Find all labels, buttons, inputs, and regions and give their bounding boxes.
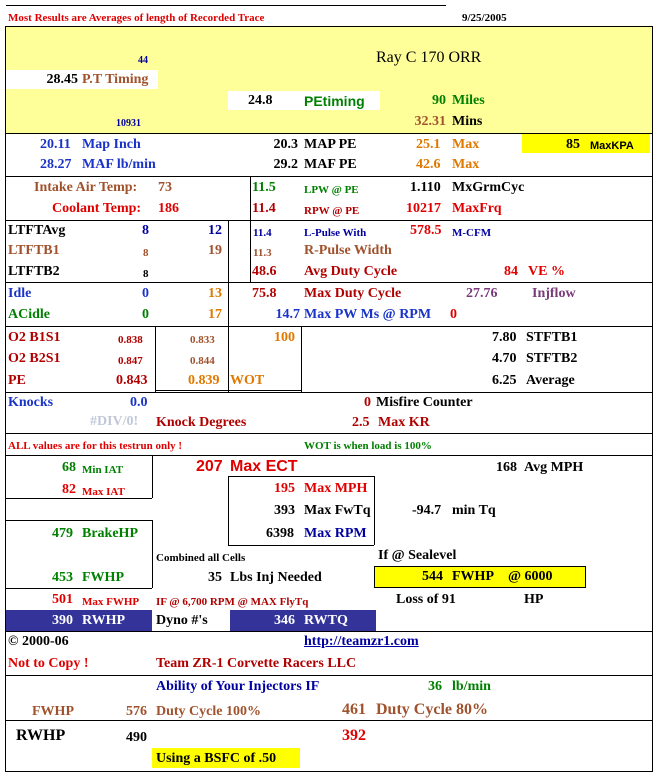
- o2-wot-label: WOT: [230, 373, 265, 388]
- lbmin-label: lb/min: [452, 679, 491, 694]
- ltftavg-b: 12: [208, 223, 222, 238]
- max-maf-label: Max: [452, 157, 480, 172]
- footer-fwhp-label: FWHP: [32, 704, 74, 719]
- max-mph-value: 195: [274, 481, 295, 496]
- iat-label: Intake Air Temp:: [34, 180, 138, 195]
- rule-455: [6, 455, 652, 456]
- top-44: 44: [138, 55, 148, 66]
- vrule-152-b: [152, 520, 153, 588]
- ect-value: 186: [158, 201, 179, 216]
- dyno-label: Dyno #'s: [156, 613, 208, 628]
- injflow-label: Injflow: [532, 286, 576, 301]
- max-mph-label: Max MPH: [304, 481, 368, 496]
- max-iat-label: Max IAT: [82, 486, 125, 498]
- maxkr-label: Max KR: [378, 415, 430, 430]
- o2-pe-b: 0.839: [188, 373, 220, 388]
- rule-675: [6, 675, 652, 676]
- bsfc-note: Using a BSFC of .50: [156, 751, 277, 766]
- avg-mph-label: Avg MPH: [524, 460, 584, 475]
- iat-value: 73: [158, 180, 172, 195]
- fwhp-100-value: 576: [126, 704, 147, 719]
- rwtq-value: 346: [274, 613, 295, 628]
- maxduty-label: Max Duty Cycle: [304, 286, 402, 301]
- o2-b1s1-b: 0.833: [190, 334, 215, 346]
- maxpw-rpm: 0: [450, 307, 457, 322]
- rpulse-value: 11.3: [253, 247, 272, 259]
- o2-pe-label: PE: [8, 373, 26, 388]
- o2-pe-a: 0.843: [116, 373, 148, 388]
- maxkpa-label: MaxKPA: [590, 140, 634, 152]
- min-tq-label: min Tq: [452, 503, 496, 518]
- vrule-155: [155, 326, 156, 392]
- maxfrq-label: MaxFrq: [452, 201, 502, 216]
- maf-value: 28.27: [40, 157, 72, 172]
- stftb1-label: STFTB1: [526, 330, 578, 345]
- sealevel-fwhp-label: FWHP: [452, 569, 494, 584]
- footer-rwhp-label: RWHP: [16, 727, 66, 744]
- misfire-label: Misfire Counter: [376, 395, 473, 410]
- map-inch-label: Map Inch: [82, 137, 141, 152]
- if-sealevel: If @ Sealevel: [378, 548, 457, 563]
- rwtq-label: RWTQ: [304, 613, 348, 628]
- vrule-152-a: [152, 455, 153, 498]
- duty-80-label: Duty Cycle 80%: [376, 701, 488, 718]
- maf-label: MAF lb/min: [82, 157, 156, 172]
- car-name: Ray C 170 ORR: [376, 49, 482, 66]
- maxkr-value: 2.5: [352, 415, 370, 430]
- injflow-value: 27.76: [466, 286, 498, 301]
- vrule-228-b: [228, 476, 229, 545]
- avg-mph-value: 168: [496, 460, 517, 475]
- ect-label: Coolant Temp:: [52, 201, 142, 216]
- acidle-b: 17: [208, 307, 222, 322]
- acidle-a: 0: [142, 307, 149, 322]
- vrule-250: [250, 176, 251, 282]
- max-map-value: 25.1: [416, 137, 441, 152]
- top-10931: 10931: [116, 118, 141, 129]
- max-map-label: Max: [452, 137, 480, 152]
- top-rule: [6, 5, 446, 6]
- rpw-label: RPW @ PE: [304, 205, 360, 217]
- rule-520: [6, 520, 152, 521]
- rpulse-label: R-Pulse Width: [304, 243, 392, 258]
- lpulse-label: L-Pulse With: [304, 227, 367, 239]
- fwhp-value: 453: [52, 570, 73, 585]
- max-rpm-label: Max RPM: [304, 526, 367, 541]
- o2-b2s1-b: 0.844: [190, 355, 215, 367]
- min-tq-value: -94.7: [412, 503, 442, 518]
- o2-b2s1-a: 0.847: [118, 355, 143, 367]
- team-name: Team ZR-1 Corvette Racers LLC: [156, 656, 357, 671]
- rule-476: [228, 476, 374, 477]
- rule-392: [6, 392, 652, 393]
- mcfm-label: M-CFM: [452, 227, 492, 239]
- max-fwtq-label: Max FwTq: [304, 503, 371, 518]
- header-note: Most Results are Averages of length of Recorded Trace: [8, 12, 265, 24]
- avgduty-label: Avg Duty Cycle: [304, 264, 398, 279]
- brakehp-value: 479: [52, 526, 73, 541]
- idle-b: 13: [208, 286, 222, 301]
- rule-133: [6, 133, 652, 134]
- average-label: Average: [526, 373, 575, 388]
- miles-value: 90: [432, 93, 446, 108]
- maf-pe-value: 29.2: [273, 157, 298, 172]
- mxgrm-label: MxGrmCyc: [452, 180, 525, 195]
- rule-588: [6, 588, 152, 589]
- not-to-copy: Not to Copy !: [8, 656, 89, 671]
- stftb2-label: STFTB2: [526, 351, 578, 366]
- rwhp-value: 390: [52, 613, 73, 628]
- idle-a: 0: [142, 286, 149, 301]
- lpw-label: LPW @ PE: [304, 184, 359, 196]
- ltftb2-a: 8: [143, 268, 149, 280]
- maxpw-label: Max PW Ms @ RPM: [304, 307, 432, 322]
- maxduty-value: 75.8: [252, 286, 277, 301]
- ltftavg-label: LTFTAvg: [8, 223, 66, 238]
- rule-433: [6, 433, 652, 434]
- inj-needed-label: Lbs Inj Needed: [230, 570, 322, 585]
- rwhp-100-value: 490: [126, 730, 147, 745]
- min-iat-value: 68: [62, 460, 76, 475]
- mins-label: Mins: [452, 114, 483, 129]
- pt-timing-label: P.T Timing: [82, 72, 149, 87]
- stftb1-value: 7.80: [492, 330, 517, 345]
- vrule-228-a: [228, 220, 229, 392]
- miles-label: Miles: [452, 93, 485, 108]
- acidle-label: ACidle: [8, 307, 50, 322]
- o2-b1s1-c: 100: [274, 330, 295, 345]
- max-ect-label: Max ECT: [230, 458, 298, 475]
- rule-498: [6, 498, 152, 499]
- ve-value: 84: [504, 264, 518, 279]
- misfire-value: 0: [364, 395, 371, 410]
- maf-pe-label: MAF PE: [304, 157, 357, 172]
- rule-720: [6, 720, 652, 721]
- pe-timing-value: 24.8: [248, 93, 273, 108]
- inj-needed-value: 35: [208, 570, 222, 585]
- rule-220: [6, 220, 652, 221]
- max-ect-value: 207: [196, 458, 223, 475]
- lpulse-value: 11.4: [253, 227, 272, 239]
- loss-label: Loss of 91: [396, 592, 456, 607]
- duty-100-label: Duty Cycle 100%: [156, 704, 261, 719]
- wot-note: WOT is when load is 100%: [304, 440, 432, 452]
- site-link[interactable]: http://teamzr1.com: [304, 634, 419, 649]
- all-values-note: ALL values are for this testrun only !: [8, 440, 183, 452]
- ltftb1-a: 8: [143, 247, 149, 259]
- ltftb2-label: LTFTB2: [8, 264, 60, 279]
- if-6700-note: IF @ 6,700 RPM @ MAX FlyTq: [156, 596, 309, 608]
- pe-timing-label: PEtiming: [304, 93, 365, 109]
- ltftavg-a: 8: [142, 223, 149, 238]
- map-inch-value: 20.11: [40, 137, 71, 152]
- combined-note: Combined all Cells: [156, 552, 246, 564]
- mcfm-value: 578.5: [410, 223, 442, 238]
- average-value: 6.25: [492, 373, 517, 388]
- rule-326: [6, 326, 652, 327]
- rule-631: [6, 631, 652, 632]
- map-pe-value: 20.3: [273, 137, 298, 152]
- copyright: © 2000-06: [8, 634, 69, 649]
- header-date: 9/25/2005: [462, 12, 507, 24]
- mxgrm-value: 1.110: [410, 180, 441, 195]
- knocks-label: Knocks: [8, 395, 54, 410]
- max-fwhp-value: 501: [52, 592, 73, 607]
- ltftb1-label: LTFTB1: [8, 243, 60, 258]
- rpw-value: 11.4: [252, 201, 276, 216]
- pt-timing-value: 28.45: [46, 72, 78, 87]
- vrule-374: [374, 476, 375, 545]
- maxpw-value: 14.7: [275, 307, 300, 322]
- rule-176: [6, 176, 652, 177]
- mins-value: 32.31: [414, 114, 446, 129]
- hp-label: HP: [524, 592, 544, 607]
- sealevel-rpm: @ 6000: [508, 569, 553, 584]
- fwhp-label: FWHP: [82, 570, 124, 585]
- vrule-301: [301, 326, 302, 392]
- idle-label: Idle: [8, 286, 32, 301]
- ability-note: Ability of Your Injectors IF: [156, 679, 320, 694]
- fwhp-80-value: 461: [342, 701, 366, 718]
- o2-b1s1-label: O2 B1S1: [8, 330, 61, 345]
- brakehp-label: BrakeHP: [82, 526, 138, 541]
- stftb2-value: 4.70: [492, 351, 517, 366]
- map-pe-label: MAP PE: [304, 137, 357, 152]
- sealevel-fwhp-value: 544: [422, 569, 443, 584]
- min-iat-label: Min IAT: [82, 464, 124, 476]
- lbmin-value: 36: [428, 679, 442, 694]
- max-fwhp-label: Max FWHP: [82, 596, 140, 608]
- max-maf-value: 42.6: [416, 157, 441, 172]
- o2-b1s1-a: 0.838: [118, 334, 143, 346]
- maxfrq-value: 10217: [406, 201, 441, 216]
- max-rpm-value: 6398: [266, 526, 294, 541]
- rwhp-80-value: 392: [342, 727, 366, 744]
- o2-b2s1-label: O2 B2S1: [8, 351, 61, 366]
- knocks-value: 0.0: [130, 395, 148, 410]
- knock-degrees-label: Knock Degrees: [156, 415, 247, 430]
- lpw-value: 11.5: [252, 180, 276, 195]
- ve-label: VE %: [528, 264, 565, 279]
- rwhp-label: RWHP: [82, 613, 126, 628]
- rule-545: [228, 545, 374, 546]
- max-fwtq-value: 393: [274, 503, 295, 518]
- ltftb1-b: 19: [208, 243, 222, 258]
- maxkpa-value: 85: [566, 137, 580, 152]
- div0-value: #DIV/0!: [90, 414, 139, 429]
- rule-282: [6, 282, 652, 283]
- max-iat-value: 82: [62, 482, 76, 497]
- avgduty-value: 48.6: [252, 264, 277, 279]
